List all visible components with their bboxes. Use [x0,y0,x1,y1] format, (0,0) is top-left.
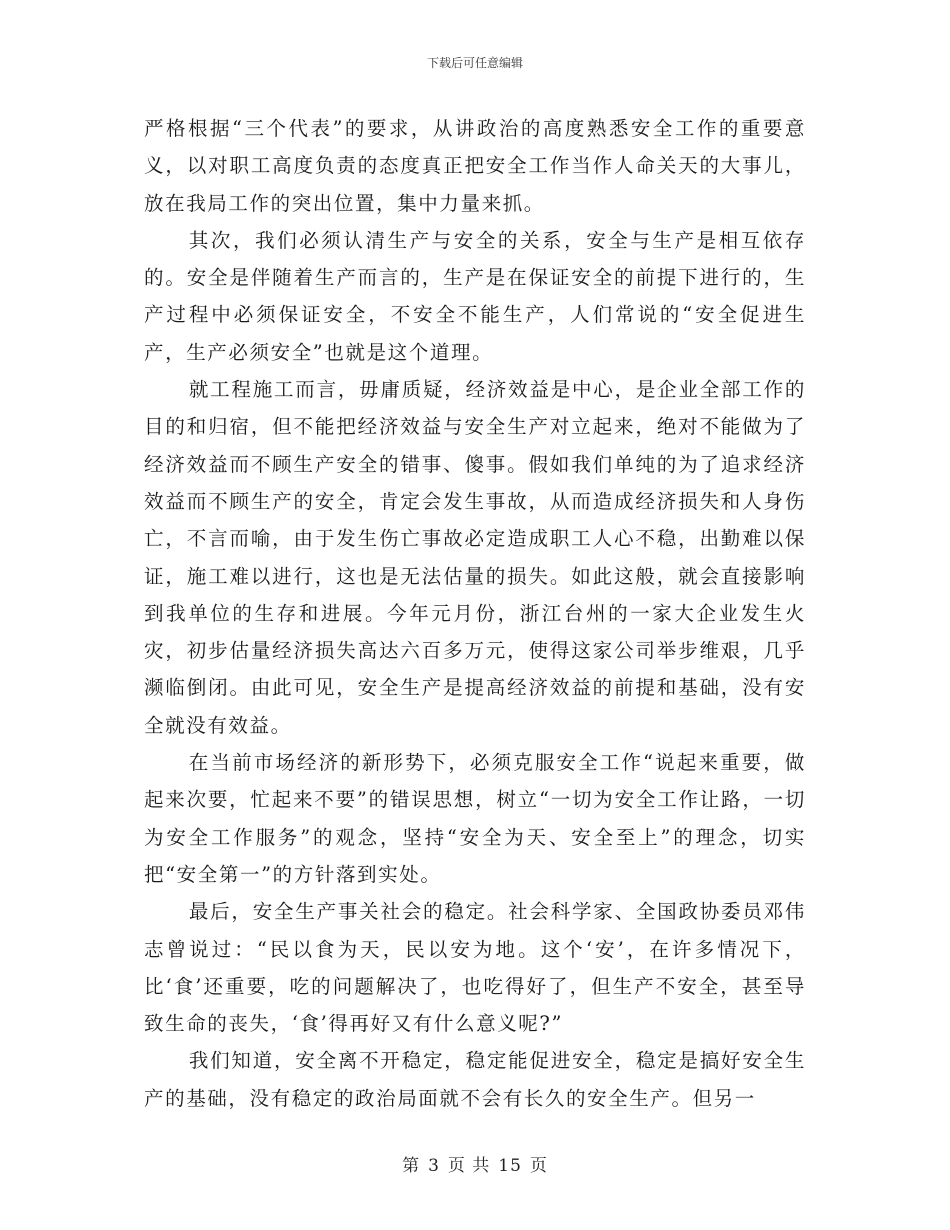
paragraph: 其次，我们必须认清生产与安全的关系，安全与生产是相互依存的。安全是伴随着生产而言的，生产是在保证安全的前提下进行的，生产过程中必须保证安全，不安全不能生产，人们常说的“安全促进生产，生产必须安全”也就是这个道理。 [144,228,806,364]
paragraph: 就工程施工而言，毋庸质疑，经济效益是中心，是企业全部工作的目的和归宿，但不能把经济效益与安全生产对立起来，绝对不能做为了经济效益而不顾生产安全的错事、傻事。假如我们单纯的为了追求经济效益而不顾生产的安全，肯定会发生事故，从而造成经济损失和人身伤亡，不言而喻，由于发生伤亡事故必定造成职工人心不稳，出勤难以保证，施工难以进行，这也是无法估量的损失。如此这般，就会直接影响到我单位的生存和进展。今年元月份，浙江台州的一家大企业发生火灾，初步估量经济损失高达六百多万元，使得这家公司举步维艰，几乎濒临倒闭。由此可见，安全生产是提高经济效益的前提和基础，没有安全就没有效益。 [144,378,806,737]
page-header-note: 下载后可任意编辑 [426,56,523,70]
paragraph-continuation: 严格根据“三个代表”的要求，从讲政治的高度熟悉安全工作的重要意义，以对职工高度负责的态度真正把安全工作当作人命关天的大事儿，放在我局工作的突出位置，集中力量来抓。 [144,117,806,215]
paragraph: 我们知道，安全离不开稳定，稳定能促进安全，稳定是搞好安全生产的基础，没有稳定的政治局面就不会有长久的安全生产。但另一 [144,1049,806,1110]
paragraph: 最后，安全生产事关社会的稳定。社会科学家、全国政协委员邓伟志曾说过：“民以食为天，民以安为地。这个‘安’，在许多情况下，比‘食’还重要，吃的问题解决了，也吃得好了，但生产不安全，甚至导致生命的丧失，‘食’得再好又有什么意义呢?” [144,900,806,1036]
current-page-number: 3 [428,1156,440,1176]
paragraph: 在当前市场经济的新形势下，必须克服安全工作“说起来重要，做起来次要，忙起来不要”的错误思想，树立“一切为安全工作让路，一切为安全工作服务”的观念，坚持“安全为天、安全至上”的理念，切实把“安全第一”的方针落到实处。 [144,751,806,886]
document-body [144,110,806,1117]
total-pages-number: 15 [498,1156,522,1176]
footer-suffix: 页 [529,1156,548,1176]
footer-middle: 页 共 [447,1156,491,1176]
footer-prefix: 第 [402,1156,421,1176]
page-footer [0,1151,950,1176]
